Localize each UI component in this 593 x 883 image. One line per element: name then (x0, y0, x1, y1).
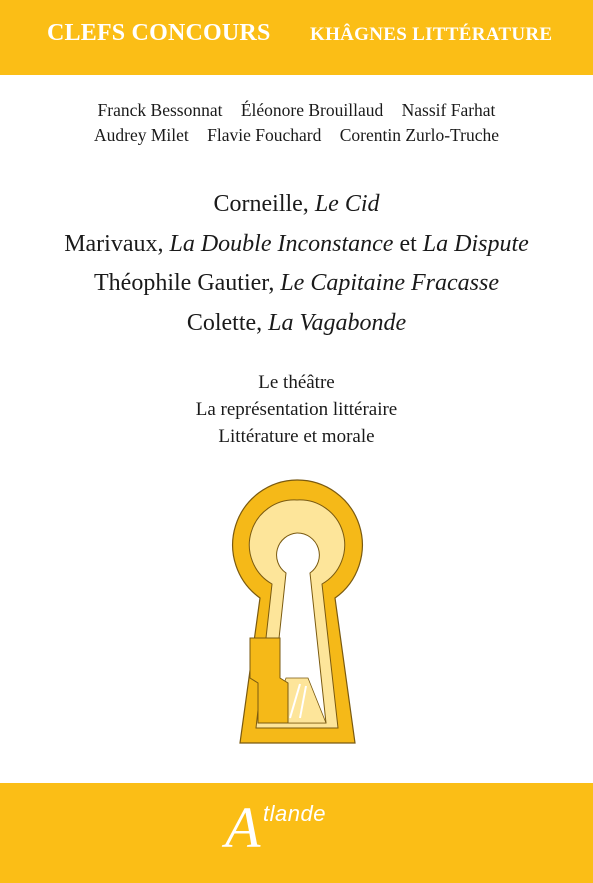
theme-item: Le théâtre (258, 372, 335, 393)
work-item (0, 185, 593, 225)
collection-name: KHÂGNES LITTÉRATURE (310, 24, 553, 45)
publisher-logo (225, 793, 365, 873)
author-name: Franck Bessonnat (97, 100, 223, 120)
work-title: La Dispute (422, 230, 529, 257)
author-name: Éléonore Brouillaud (240, 100, 384, 120)
author-name: Nassif Farhat (401, 100, 496, 120)
work-item (0, 225, 593, 265)
work-title: La Vagabonde (268, 309, 407, 336)
work-title: Le Cid (314, 191, 380, 217)
work-author: Théophile Gautier, (94, 270, 275, 296)
themes-list (0, 369, 593, 450)
author-name: Flavie Fouchard (207, 125, 322, 145)
work-conjunction: et (399, 230, 417, 257)
authors-row-1 (0, 98, 593, 123)
logo-text: tlande (263, 801, 326, 826)
author-name: Corentin Zurlo-Truche (339, 125, 499, 145)
header-band (0, 0, 593, 75)
keyhole-illustration (230, 478, 365, 768)
work-author: Colette, (186, 309, 263, 336)
work-item (0, 264, 593, 304)
work-title: Le Capitaine Fracasse (280, 270, 499, 296)
series-name: CLEFS CONCOURS (47, 20, 271, 46)
theme-item: La représentation littéraire (195, 399, 398, 420)
works-list (0, 185, 593, 343)
work-author: Corneille, (213, 191, 309, 217)
theme-item: Littérature et morale (218, 426, 375, 447)
logo-initial: A (225, 795, 261, 860)
author-name: Audrey Milet (93, 125, 189, 145)
work-title: La Double Inconstance (169, 230, 394, 257)
work-author: Marivaux, (64, 230, 164, 257)
authors-list (0, 98, 593, 148)
authors-row-2 (0, 123, 593, 148)
work-item (0, 304, 593, 344)
